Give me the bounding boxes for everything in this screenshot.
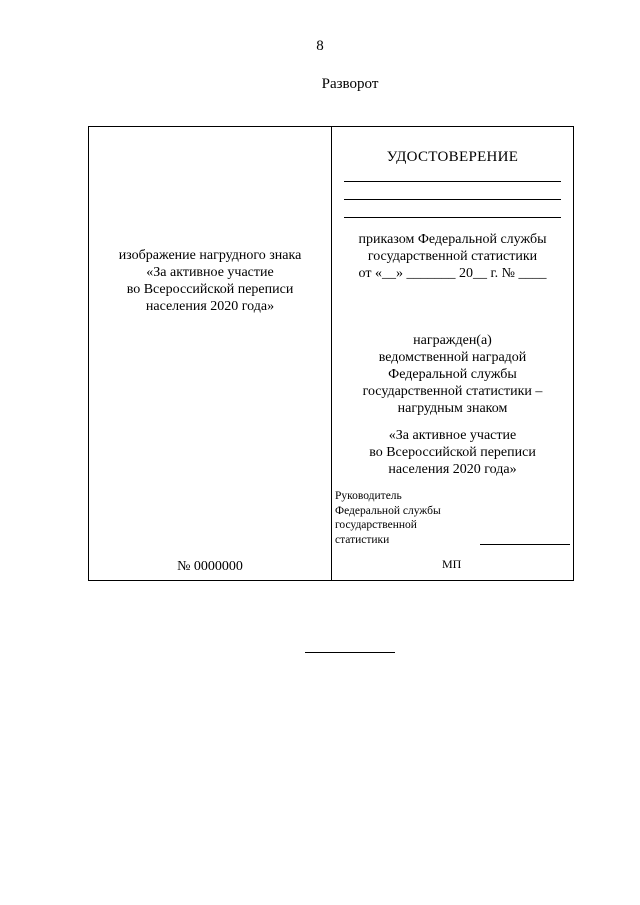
left-panel: [89, 127, 332, 580]
award-name-line: населения 2020 года»: [388, 462, 517, 477]
stamp-label: МП: [442, 557, 462, 571]
page-number: 8: [316, 38, 324, 54]
name-line-1: [344, 181, 561, 182]
order-line: государственной статистики: [367, 249, 538, 264]
award-name: [332, 427, 573, 478]
award-name-line: «За активное участие: [388, 428, 517, 443]
head-line: государственной: [335, 519, 417, 531]
certificate-title: УДОСТОВЕРЕНИЕ: [386, 149, 519, 165]
award-name-line: во Всероссийской переписи: [369, 445, 536, 460]
head-signatory: [335, 489, 485, 547]
awarded-line: Федеральной службы: [388, 367, 517, 382]
head-line: Руководитель: [335, 490, 402, 502]
order-line: приказом Федеральной службы: [358, 232, 547, 247]
signature-line: [480, 544, 570, 545]
awarded-text: [332, 332, 573, 417]
certificate-spread: [88, 126, 574, 581]
badge-image-caption: [89, 247, 331, 315]
head-line: Федеральной службы: [335, 504, 441, 517]
order-line: от «__» _______ 20__ г. № ____: [358, 266, 547, 281]
serial-number: № 0000000: [177, 559, 243, 574]
caption-line: населения 2020 года»: [145, 299, 275, 314]
spread-title: Разворот: [321, 76, 379, 92]
name-line-3: [344, 217, 561, 218]
order-reference: [332, 231, 573, 282]
awarded-line: государственной статистики –: [362, 384, 543, 399]
caption-line: изображение нагрудного знака: [118, 248, 302, 263]
caption-line: «За активное участие: [146, 265, 274, 280]
right-panel: [332, 127, 573, 580]
footer-rule: [305, 652, 395, 653]
head-line: статистики: [335, 533, 390, 546]
awarded-line: ведомственной наградой: [378, 350, 527, 365]
awarded-line: нагрудным знаком: [397, 401, 508, 416]
caption-line: во Всероссийской переписи: [126, 282, 294, 297]
awarded-line: награжден(а): [413, 333, 492, 348]
name-line-2: [344, 199, 561, 200]
